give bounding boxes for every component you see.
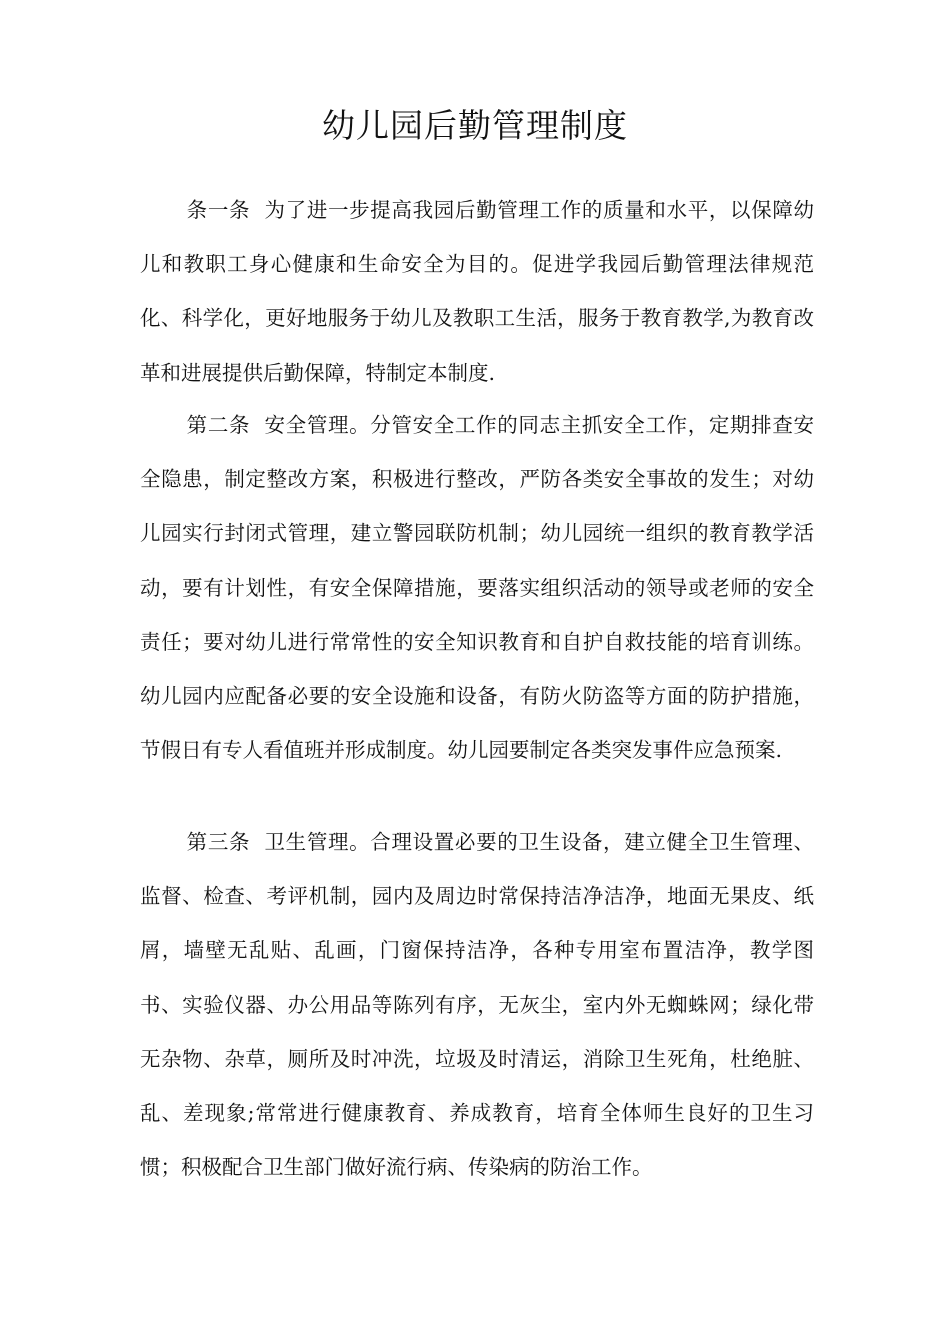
article-3-text: 卫生管理。合理设置必要的卫生设备，建立健全卫生管理、监督、检查、考评机制，园内及周边时常保持洁净洁净，地面无果皮、纸屑，墙壁无乱贴、乱画，门窗保持洁净，各种专用室布置洁净，教学图书、实验仪器、办公用品等陈列有序，无灰尘，室内外无蜘蛛网；绿化带无杂物、杂草，厕所及时冲洗，垃圾及时清运，消除卫生死角，杜绝脏、乱、差现象;常常进行健康教育、养成教育，培育全体师生良好的卫生习惯；积极配合卫生部门做好流行病、传染病的防治工作。 [140, 830, 814, 1180]
article-2 [140, 398, 814, 777]
article-3 [140, 815, 814, 1194]
document-title: 幼儿园后勤管理制度 [322, 106, 628, 145]
article-1-heading: 条一条 [186, 198, 251, 222]
article-1 [140, 183, 814, 400]
article-3-heading: 第三条 [186, 830, 251, 854]
article-2-heading: 第二条 [186, 413, 251, 437]
article-2-text: 安全管理。分管安全工作的同志主抓安全工作，定期排查安全隐患，制定整改方案，积极进行整改，严防各类安全事故的发生；对幼儿园实行封闭式管理，建立警园联防机制；幼儿园统一组织的教育教学活动，要有计划性，有安全保障措施，要落实组织活动的领导或老师的安全责任；要对幼儿进行常常性的安全知识教育和自护自救技能的培育训练。幼儿园内应配备必要的安全设施和设备，有防火防盗等方面的防护措施，节假日有专人看值班并形成制度。幼儿园要制定各类突发事件应急预案. [140, 413, 814, 763]
article-1-text: 为了进一步提高我园后勤管理工作的质量和水平，以保障幼儿和教职工身心健康和生命安全为目的。促进学我园后勤管理法律规范化、科学化，更好地服务于幼儿及教职工生活，服务于教育教学,为教育改革和进展提供后勤保障，特制定本制度. [140, 198, 814, 385]
